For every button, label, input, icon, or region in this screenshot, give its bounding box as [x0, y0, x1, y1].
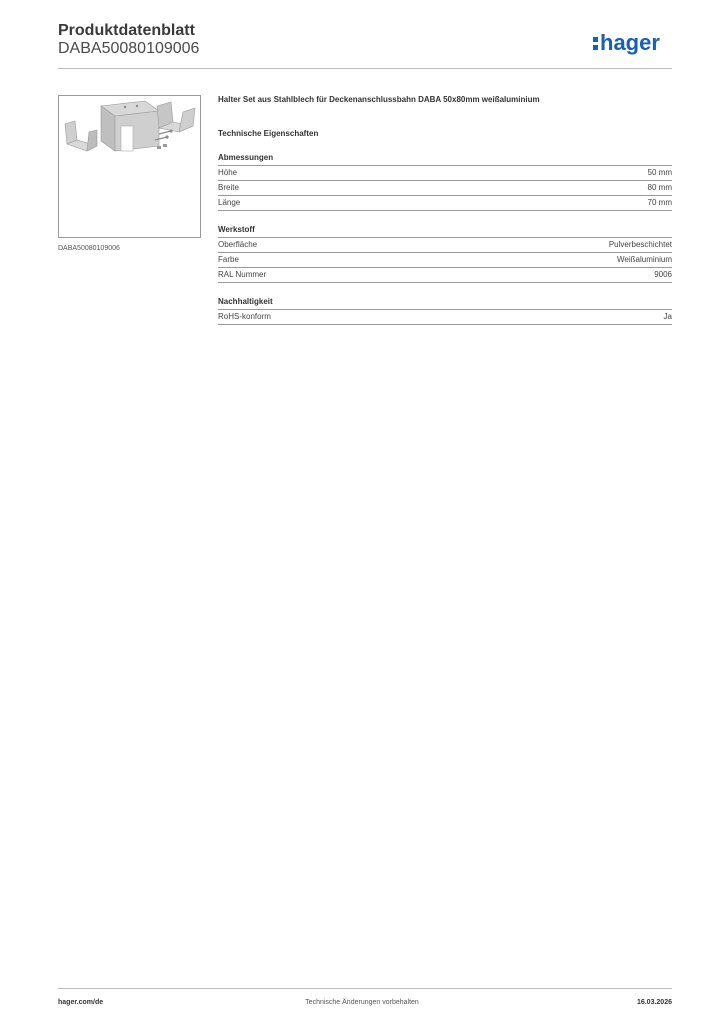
logo-text: hager: [600, 30, 660, 55]
spec-label: Höhe: [218, 168, 238, 177]
product-details: [218, 95, 672, 325]
article-number: DABA50080109006: [58, 40, 200, 57]
header-divider: [58, 68, 672, 69]
footer-divider: [58, 988, 672, 989]
group-title: Abmessungen: [218, 153, 672, 166]
group-title: Werkstoff: [218, 225, 672, 238]
spec-value: 70 mm: [647, 198, 672, 207]
spec-value: 50 mm: [647, 168, 672, 177]
spec-label: Breite: [218, 183, 239, 192]
page-title: Produktdatenblatt: [58, 22, 195, 39]
product-illustration: [59, 96, 200, 237]
spec-row: [218, 196, 672, 211]
image-caption: DABA50080109006: [58, 245, 120, 252]
technical-properties-heading: Technische Eigenschaften: [218, 129, 319, 138]
spec-label: Oberfläche: [218, 240, 258, 249]
footer-disclaimer: Technische Änderungen vorbehalten: [305, 999, 419, 1006]
group-sustainability: [218, 297, 672, 325]
footer-website: hager.com/de: [58, 999, 104, 1006]
spec-value: 80 mm: [647, 183, 672, 192]
spec-value: Pulverbeschichtet: [608, 240, 672, 249]
spec-row: [218, 166, 672, 181]
spec-value: 9006: [654, 270, 672, 279]
spec-label: Farbe: [218, 255, 239, 264]
spec-label: Länge: [218, 198, 241, 207]
spec-value: Ja: [663, 312, 672, 321]
product-title: Halter Set aus Stahlblech für Deckenanschlussbahn DABA 50x80mm weißaluminium: [218, 95, 540, 104]
spec-value: Weißaluminium: [617, 255, 672, 264]
hager-logo: [592, 28, 672, 58]
footer-date: 16.03.2026: [636, 999, 672, 1006]
spec-row: [218, 253, 672, 268]
group-title: Nachhaltigkeit: [218, 297, 672, 310]
group-dimensions: [218, 153, 672, 211]
spec-row: [218, 181, 672, 196]
spec-label: RoHS-konform: [218, 312, 271, 321]
group-material: [218, 225, 672, 283]
spec-row: [218, 238, 672, 253]
spec-row: [218, 268, 672, 283]
spec-label: RAL Nummer: [218, 270, 267, 279]
spec-row: [218, 310, 672, 325]
product-image: [58, 95, 201, 238]
